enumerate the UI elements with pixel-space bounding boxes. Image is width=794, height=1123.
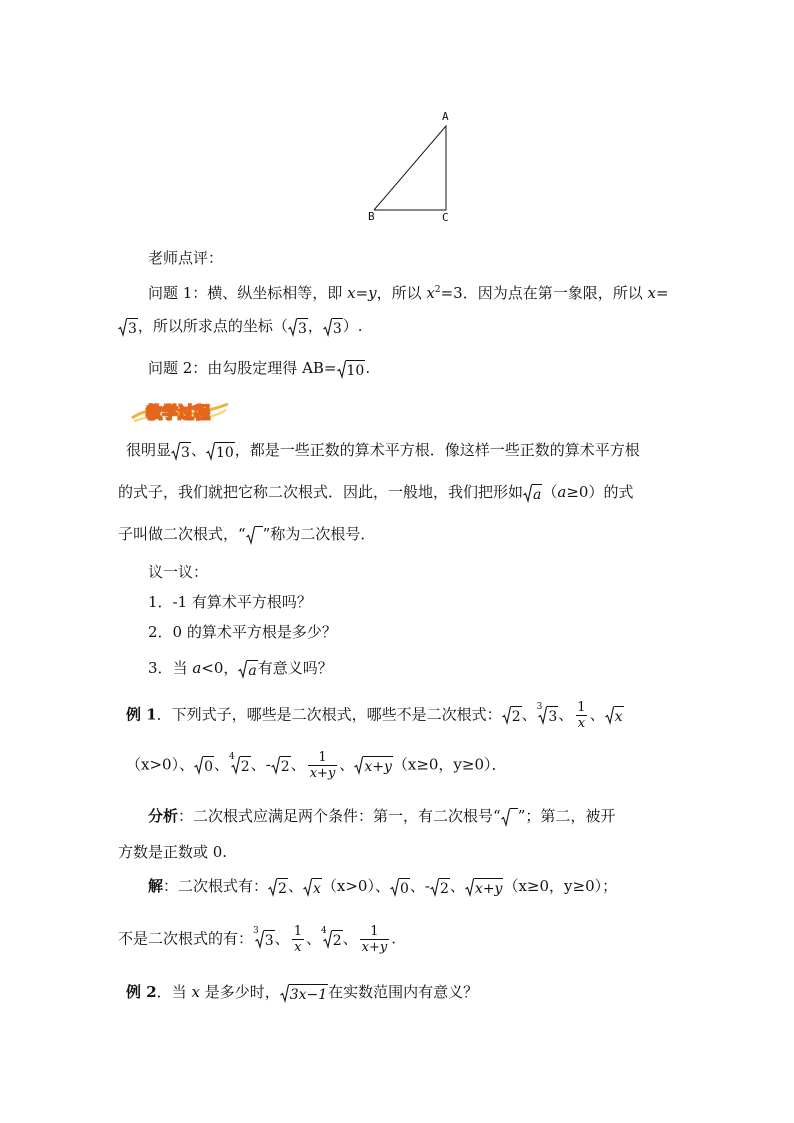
q1-line2: 3 ，所以所求点的坐标（ 3 ， 3 ）. bbox=[118, 316, 363, 337]
fraction-1-over-x-plus-y: $\frac{1}{x+y}$ bbox=[361, 924, 388, 955]
sqrt-x: x bbox=[303, 878, 322, 897]
cbrt-3: 3 3 bbox=[536, 702, 558, 725]
body-line1: 很明显 3 、 10 ，都是一些正数的算术平方根．像这样一些正数的算术平方根 bbox=[126, 441, 640, 461]
sqrt-0: 0 bbox=[194, 756, 214, 775]
cbrt-3: 3 3 bbox=[253, 926, 274, 949]
triangle-figure bbox=[360, 108, 460, 228]
sqrt-x: x bbox=[605, 706, 624, 725]
section-badge bbox=[130, 398, 230, 424]
fraction-1-over-x: $\frac{1}{x}$ bbox=[293, 924, 302, 955]
example2-label: 例 2 bbox=[126, 983, 157, 1001]
sqrt-3: 3 bbox=[323, 318, 343, 337]
q2-line: 问题 2：由勾股定理得 AB= 10 . bbox=[148, 359, 371, 379]
badge-label: 教学过程 bbox=[146, 403, 211, 422]
discussion-item-2: 2．0 的算术平方根是多少？ bbox=[148, 623, 337, 641]
body-line3: 子叫做二次根式，“ ”称为二次根号． bbox=[118, 525, 376, 543]
root4-2: 4 2 bbox=[229, 752, 250, 775]
sqrt-3: 3 bbox=[118, 318, 138, 337]
analysis-line2: 方数是正数或 0. bbox=[118, 843, 228, 861]
solution-label: 解 bbox=[148, 877, 164, 895]
sqrt-2: 2 bbox=[502, 706, 522, 725]
example1-line1: 例 1．下列式子，哪些是二次根式，哪些不是二次根式： 2 、 3 3 、 $\frac{1}{x}$ 、 x bbox=[126, 700, 623, 731]
sqrt-3: 3 bbox=[288, 318, 308, 337]
analysis-line1: 分析：二次根式应满足两个条件：第一，有二次根号“ ”；第二，被开 bbox=[148, 807, 616, 825]
root4-2: 4 2 bbox=[320, 926, 342, 949]
radical-sign-icon bbox=[501, 808, 518, 827]
sqrt-2: 2 bbox=[271, 756, 291, 775]
sqrt-2: 2 bbox=[430, 878, 450, 897]
sqrt-a: a bbox=[523, 484, 542, 503]
discussion-heading: 议一议： bbox=[148, 563, 209, 581]
sqrt-0: 0 bbox=[390, 878, 410, 897]
triangle-shape bbox=[360, 108, 460, 228]
discussion-item-3: 3．当 a<0， a 有意义吗？ bbox=[148, 659, 333, 679]
fraction-1-over-x: $\frac{1}{x}$ bbox=[577, 700, 586, 731]
example2-line: 例 2．当 x 是多少时， 3x−1 在实数范围内有意义？ bbox=[126, 983, 479, 1003]
body-line2: 的式子，我们就把它称二次根式．因此，一般地，我们把形如 a （a≥0）的式 bbox=[118, 483, 634, 503]
fraction-1-over-x-plus-y: $\frac{1}{x+y}$ bbox=[309, 750, 336, 781]
analysis-label: 分析 bbox=[148, 807, 179, 825]
sqrt-3: 3 bbox=[171, 442, 191, 461]
vertex-a-label: A bbox=[442, 110, 449, 123]
sqrt-x-plus-y: x+y bbox=[465, 878, 504, 897]
solution-line1: 解：二次根式有： 2 、 x （x>0）、 0 、- 2 、 x+y （x≥0，y≥0）； bbox=[148, 877, 618, 897]
q1-line1: 问题 1：横、纵坐标相等，即 x=y，所以 $x^2=3$．因为点在第一象限，所以 x= bbox=[148, 284, 669, 302]
vertex-b-label: B bbox=[368, 210, 375, 223]
solution-line2: 不是二次根式的有： 3 3 、 $\frac{1}{x}$ 、 4 2 、 $\frac{1}{x+y}$ . bbox=[118, 924, 397, 955]
sqrt-a: a bbox=[238, 660, 257, 679]
sqrt-2: 2 bbox=[268, 878, 288, 897]
teacher-comment-heading: 老师点评： bbox=[148, 249, 224, 267]
sqrt-10: 10 bbox=[206, 442, 235, 461]
vertex-c-label: C bbox=[442, 211, 449, 224]
example1-label: 例 1 bbox=[126, 705, 157, 724]
radical-sign-icon bbox=[246, 526, 263, 545]
sqrt-10: 10 bbox=[337, 360, 366, 379]
example1-line2: （x>0）、 0 、 4 2 、- 2 、 $\frac{1}{x+y}$ 、 x+y （x≥0，y≥0）． bbox=[126, 750, 507, 781]
sqrt-x-plus-y: x+y bbox=[354, 756, 393, 775]
sqrt-3x-minus-1: 3x−1 bbox=[280, 984, 328, 1003]
discussion-item-1: 1．-1 有算术平方根吗？ bbox=[148, 593, 312, 611]
